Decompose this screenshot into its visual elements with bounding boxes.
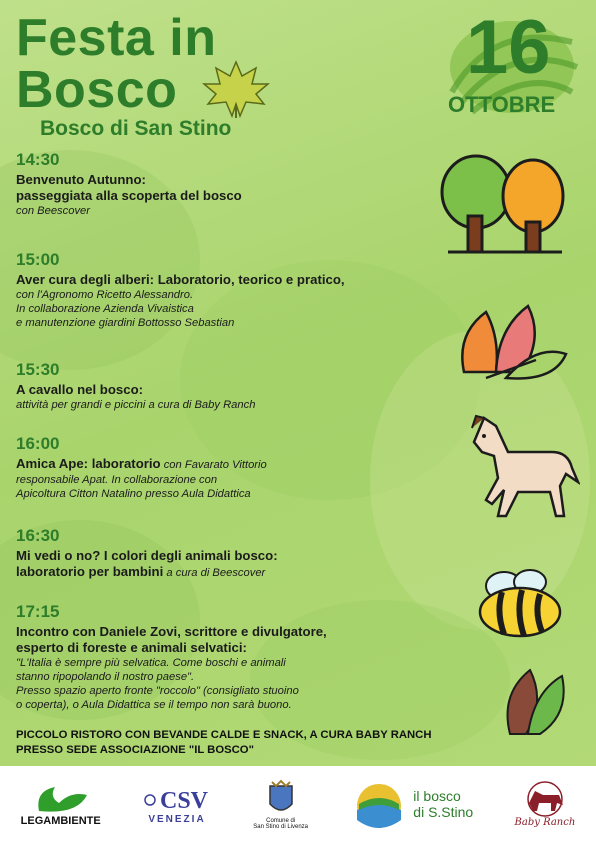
schedule-item (16, 360, 446, 424)
csv-icon (142, 784, 212, 814)
schedule-description: attività per grandi e piccini a cura di Baby Ranch (16, 399, 256, 411)
schedule-time: 14:30 (16, 150, 60, 169)
schedule-heading (16, 456, 446, 473)
schedule-inline-description: con Favarato Vittorio (160, 459, 267, 471)
svg-text:CSV: CSV (160, 787, 209, 814)
comune-label-line1: Comune di (266, 818, 296, 824)
maple-leaf-icon (200, 58, 272, 120)
bee-icon (466, 566, 572, 642)
comune-logo (253, 778, 308, 830)
horse-icon (462, 412, 580, 526)
schedule-heading-text: laboratorio per bambini (16, 564, 164, 579)
schedule-heading-line2: esperto di foreste e animali selvatici: (16, 640, 247, 655)
schedule-heading-text: Amica Ape: laboratorio (16, 456, 161, 471)
legambiente-swan-icon (31, 781, 91, 815)
autumn-leaves-icon (456, 298, 568, 384)
schedule-heading: Incontro con Daniele Zovi, scrittore e divulgatore, (16, 624, 327, 639)
schedule-heading-line2: passeggiata alla scoperta del bosco (16, 188, 242, 203)
il-bosco-label-line2: di S.Stino (413, 804, 474, 820)
schedule-time: 15:00 (16, 250, 60, 269)
schedule-heading: Mi vedi o no? I colori degli animali bosco: (16, 548, 278, 563)
csv-venezia-label: VENEZIA (148, 813, 206, 825)
baby-ranch-horse-icon (515, 781, 575, 817)
schedule-description: con Beescover (16, 205, 91, 217)
schedule-description: Apicoltura Citton Natalino presso Aula Didattica (16, 488, 251, 500)
schedule-item (16, 150, 446, 240)
trees-icon (438, 150, 568, 256)
schedule-time: 16:30 (16, 526, 60, 545)
sponsor-logos-bar (0, 766, 596, 842)
schedule-description: responsabile Apat. In collaborazione con (16, 474, 218, 486)
schedule-description: stanno ripopolando il nostro paese". (16, 671, 195, 683)
legambiente-logo (21, 781, 101, 827)
municipal-crest-icon (266, 778, 296, 818)
schedule-description: Presso spazio aperto fronte "roccolo" (consigliato stuoino (16, 685, 299, 697)
schedule-description: o coperta), o Aula Didattica se il tempo non sarà buono. (16, 699, 292, 711)
associazione-naturalistica-logo (349, 776, 473, 832)
il-bosco-label-line1: il bosco (413, 788, 461, 804)
schedule-heading: Aver cura degli alberi: Laboratorio, teorico e pratico, (16, 272, 345, 287)
title-line2: Bosco (16, 61, 178, 119)
schedule-item (16, 434, 446, 516)
schedule-time: 15:30 (16, 360, 60, 379)
comune-label-line2: San Stino di Livenza (253, 824, 308, 830)
schedule-description: In collaborazione Azienda Vivaistica (16, 303, 194, 315)
schedule-description: "L'Italia è sempre più selvatica. Come boschi e animali (16, 657, 286, 669)
schedule (16, 150, 446, 722)
title-line1: Festa in (16, 9, 217, 67)
schedule-description: con l'Agronomo Ricetto Alessandro. (16, 289, 194, 301)
refreshment-line2: PRESSO SEDE ASSOCIAZIONE "IL BOSCO" (16, 744, 254, 756)
csv-venezia-logo (142, 784, 212, 825)
date-month: OTTOBRE (448, 92, 556, 117)
green-leaf-icon (500, 664, 566, 736)
poster-title (16, 9, 217, 119)
schedule-time: 16:00 (16, 434, 60, 453)
baby-ranch-logo (515, 781, 576, 828)
schedule-item (16, 602, 446, 712)
schedule-heading: Benvenuto Autunno: (16, 172, 146, 187)
schedule-item (16, 250, 446, 350)
legambiente-label: LEGAMBIENTE (20, 815, 101, 827)
schedule-heading: A cavallo nel bosco: (16, 382, 144, 397)
schedule-time: 17:15 (16, 602, 60, 621)
date-day: 16 (466, 5, 551, 90)
refreshment-line1: PICCOLO RISTORO CON BEVANDE CALDE E SNACK, A CURA BABY RANCH (16, 729, 432, 741)
schedule-item (16, 526, 446, 592)
schedule-inline-description: a cura di Beescover (163, 567, 266, 579)
schedule-description: e manutenzione giardini Bottosso Sebastian (16, 317, 235, 329)
baby-ranch-label: Baby Ranch (514, 816, 576, 828)
refreshment-note (16, 728, 432, 758)
schedule-heading-line2 (16, 564, 446, 581)
poster-subtitle: Bosco di San Stino (40, 117, 232, 140)
